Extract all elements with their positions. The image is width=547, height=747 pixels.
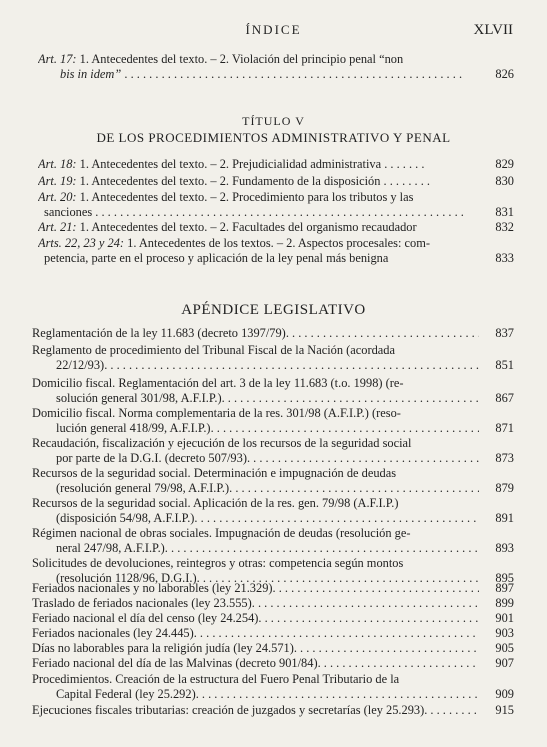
toc-entry-arts-22-24 (38, 236, 514, 265)
entry-text: Procedimientos. Creación de la estructura del Fuero Penal Tributario de la (32, 672, 400, 686)
leader-dots (384, 174, 430, 189)
entry-text: Feriados nacionales (ley 24.445) (32, 626, 194, 640)
entry-text-continued: lución general 418/99, A.F.I.P.) (56, 420, 211, 435)
entry-text-continued: petencia, parte en el proceso y aplicación de la ley penal más benigna (44, 250, 389, 265)
appendix-title: APÉNDICE LEGISLATIVO (181, 302, 366, 318)
section-heading: DE LOS PROCEDIMIENTOS ADMINISTRATIVO Y PENAL (96, 130, 451, 145)
appendix-entry (32, 526, 514, 555)
entry-text-continued: (resolución general 79/98, A.F.I.P.) (56, 480, 230, 495)
leader-dots (384, 157, 424, 172)
page-number: 867 (495, 390, 514, 405)
leader-dots (222, 391, 479, 406)
entry-text-continued: bis in idem” (60, 66, 122, 81)
page-number: 832 (495, 220, 514, 234)
appendix-entry (32, 406, 514, 435)
leader-dots (124, 67, 464, 82)
page-number: 915 (495, 703, 514, 717)
page-number: 903 (495, 626, 514, 640)
article-label: Art. 19: (38, 174, 77, 188)
entry-text-continued: (resolución 1128/96, D.G.I.) (56, 570, 197, 585)
page-number: 873 (495, 450, 514, 465)
entry-text-continued: (disposición 54/98, A.F.I.P.) (56, 510, 195, 525)
entry-text-continued: Capital Federal (ley 25.292) (56, 686, 196, 701)
leader-dots (229, 481, 479, 496)
leader-dots (424, 703, 479, 718)
toc-entry-art-17 (38, 52, 514, 81)
entry-text: Recursos de la seguridad social. Determinación e impugnación de deudas (32, 466, 397, 480)
entry-text-continued: neral 247/98, A.F.I.P.) (56, 540, 165, 555)
page-number: 897 (495, 581, 514, 595)
toc-entry-art-19 (38, 174, 514, 189)
leader-dots (258, 611, 479, 626)
entry-text: 1. Antecedentes del texto. – 2. Violación del principio penal “non (79, 52, 404, 66)
running-header-title: ÍNDICE (245, 22, 302, 37)
page-number: 851 (495, 357, 514, 372)
page-number: 833 (495, 250, 514, 265)
page-number: 831 (495, 204, 514, 219)
page-number: 830 (495, 174, 514, 188)
appendix-entry (32, 326, 514, 341)
page-number: 895 (495, 570, 514, 585)
entry-text: 1. Antecedentes del texto. – 2. Facultades del organismo recaudador (79, 220, 417, 234)
leader-dots (318, 656, 479, 671)
entry-text: Domicilio fiscal. Norma complementaria de la res. 301/98 (A.F.I.P.) (reso- (32, 406, 401, 420)
leader-dots (294, 641, 479, 656)
entry-text: 1. Antecedentes del texto. – 2. Prejudicialidad administrativa (79, 157, 382, 171)
entry-text-continued: solución general 301/98, A.F.I.P.) (56, 390, 222, 405)
running-header (0, 22, 547, 42)
appendix-entry (32, 596, 514, 611)
article-label: Art. 18: (38, 157, 77, 171)
leader-dots (211, 421, 479, 436)
appendix-entry (32, 343, 514, 372)
page-number: 909 (495, 686, 514, 701)
leader-dots (194, 626, 479, 641)
article-label: Art. 17: (38, 52, 77, 66)
leader-dots (273, 581, 479, 596)
running-header-page-number: XLVII (473, 22, 513, 38)
article-label: Art. 21: (38, 220, 77, 234)
leader-dots (95, 205, 465, 220)
entry-text: Feriado nacional el día del censo (ley 24.254) (32, 611, 259, 625)
entry-text-continued: sanciones (44, 204, 93, 219)
appendix-entry (32, 581, 514, 596)
leader-dots (104, 358, 479, 373)
entry-text-continued: 22/12/93) (56, 357, 105, 372)
toc-entry-art-18 (38, 157, 514, 172)
entry-text: Recursos de la seguridad social. Aplicación de la res. gen. 79/98 (A.F.I.P.) (32, 496, 399, 510)
leader-dots (286, 326, 479, 341)
page-number: 907 (495, 656, 514, 670)
toc-entry-art-21 (38, 220, 514, 235)
page-number: 893 (495, 540, 514, 555)
entry-text: Días no laborables para la religión judía (ley 24.571) (32, 641, 294, 655)
page-number: 826 (495, 66, 514, 81)
page-number: 837 (495, 326, 514, 340)
article-label: Art. 20: (38, 190, 77, 204)
appendix-entry (32, 703, 514, 718)
leader-dots (196, 687, 479, 702)
leader-dots (194, 511, 479, 526)
entry-text: Feriado nacional del día de las Malvinas (decreto 901/84) (32, 656, 318, 670)
page-number: 871 (495, 420, 514, 435)
appendix-entry (32, 626, 514, 641)
section-label: TÍTULO V (242, 114, 305, 128)
page-number: 901 (495, 611, 514, 625)
page-number: 891 (495, 510, 514, 525)
page-number: 829 (495, 157, 514, 171)
leader-dots (252, 596, 479, 611)
entry-text: Reglamento de procedimiento del Tribunal Fiscal de la Nación (acordada (32, 343, 396, 357)
appendix-entry (32, 496, 514, 525)
entry-text: Recaudación, fiscalización y ejecución de los recursos de la seguridad social (32, 436, 412, 450)
entry-text: 1. Antecedentes del texto. – 2. Procedimiento para los tributos y las (79, 190, 414, 204)
appendix-entry (32, 436, 514, 465)
page-number: 905 (495, 641, 514, 655)
entry-text: Solicitudes de devoluciones, reintegros y otras: competencia según montos (32, 556, 404, 570)
appendix-entry (32, 672, 514, 701)
entry-text: Reglamentación de la ley 11.683 (decreto 1397/79) (32, 326, 286, 340)
entry-text: Domicilio fiscal. Reglamentación del art. 3 de la ley 11.683 (t.o. 1998) (re- (32, 376, 404, 390)
toc-entry-art-20 (38, 190, 514, 219)
entry-text-continued: por parte de la D.G.I. (decreto 507/93) (56, 450, 247, 465)
appendix-entry (32, 376, 514, 405)
entry-text: Feriados nacionales y no laborables (ley 21.329) (32, 581, 273, 595)
article-label: Arts. 22, 23 y 24: (38, 236, 125, 250)
entry-text: 1. Antecedentes de los textos. – 2. Aspectos procesales: com- (127, 236, 430, 250)
page-number: 899 (495, 596, 514, 610)
appendix-entry (32, 656, 514, 671)
entry-text: 1. Antecedentes del texto. – 2. Fundamento de la disposición (79, 174, 381, 188)
entry-text: Traslado de feriados nacionales (ley 23.555) (32, 596, 252, 610)
entry-text: Ejecuciones fiscales tributarias: creación de juzgados y secretarías (ley 25.293) (32, 703, 425, 717)
entry-text: Régimen nacional de obras sociales. Impugnación de deudas (resolución ge- (32, 526, 411, 540)
appendix-entry (32, 466, 514, 495)
page-number: 879 (495, 480, 514, 495)
leader-dots (165, 541, 479, 556)
appendix-entry (32, 641, 514, 656)
leader-dots (247, 451, 479, 466)
appendix-entry (32, 611, 514, 626)
